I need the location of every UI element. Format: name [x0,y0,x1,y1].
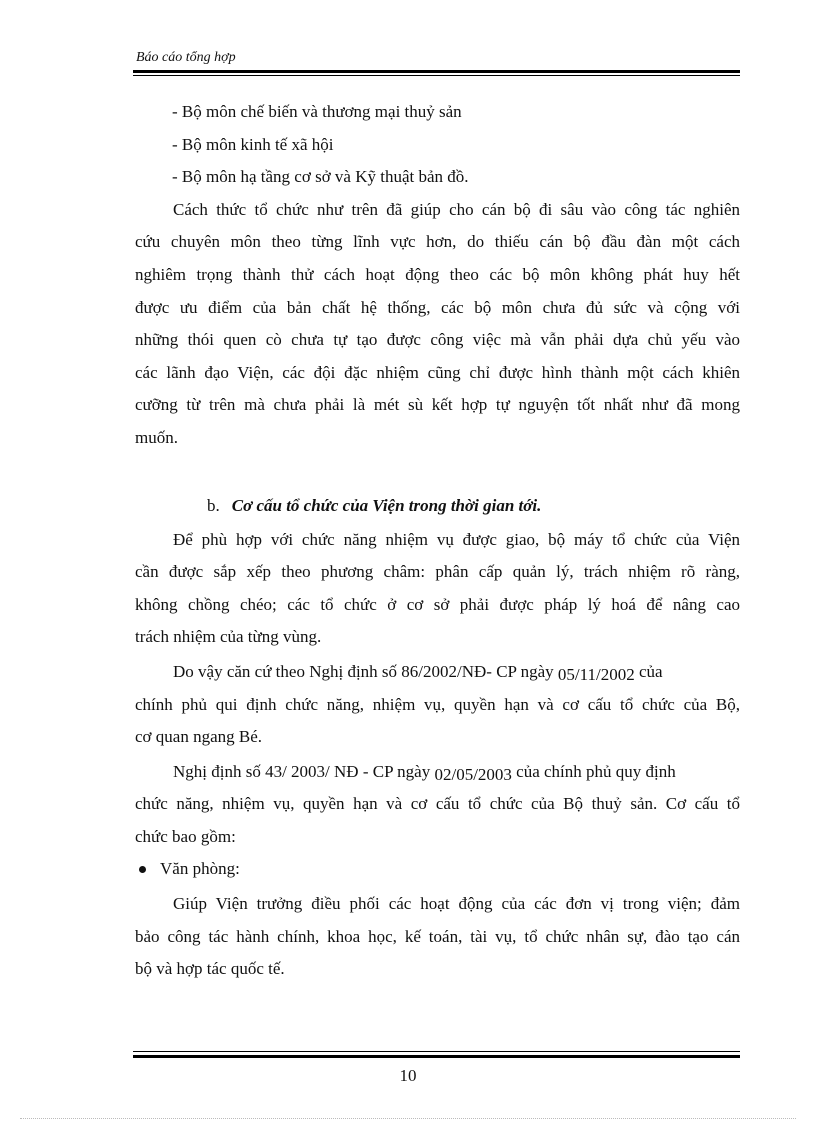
page-number: 10 [399,1066,417,1085]
paragraph-line: Giúp Viện trưởng điều phối các hoạt động của các đơn vị trong viện; đảm [173,894,740,914]
paragraph-office-duties [135,888,740,986]
bullet-dot-icon [139,866,146,873]
list-item: - Bộ môn kinh tế xã hội [172,134,334,154]
paragraph-line: những thói quen cò chưa tự tạo được công việc mà vẫn phải dựa chủ yếu vào [135,330,740,350]
footer-rule-thin [133,1051,740,1052]
footer-rule-thick [133,1055,740,1058]
paragraph-structure-principle [135,524,740,654]
paragraph-line: nghiêm trọng thành thử cách hoạt động theo các bộ môn không phát huy hết [135,264,740,284]
section-number: b. [207,495,220,515]
page-header-title: Báo cáo tổng hợp [136,50,236,65]
paragraph-line: cứu chuyên môn theo từng lĩnh vực hơn, do thiếu cán bộ đầu đàn một cách [135,232,740,252]
list-item: - Bộ môn chế biến và thương mại thuỷ sản [172,102,462,121]
paragraph-line: bộ và hợp tác quốc tế. [135,959,285,979]
paragraph-decree-43 [135,756,740,854]
page-body [135,96,740,986]
header-rule-thick [133,70,740,73]
paragraph-line: được ưu điểm của bản chất hệ thống, các bộ môn chưa đủ sức và cộng với [135,297,740,317]
paragraph-line: cơ quan ngang Bé. [135,727,263,747]
paragraph-line: Nghị định số 43/ 2003/ NĐ - CP ngày 02/05/2003 của chính phủ quy định [173,761,676,784]
section-title: Cơ cấu tổ chức của Viện trong thời gian tới. [231,495,542,515]
paragraph-line: không chồng chéo; các tổ chức ở cơ sở phải được pháp lý hoá để nâng cao [135,594,740,614]
paragraph-line: Để phù hợp với chức năng nhiệm vụ được giao, bộ máy tổ chức của Viện [173,529,740,549]
paragraph-organization-method [135,194,740,455]
paragraph-decree-86 [135,656,740,754]
paragraph-line: Do vậy căn cứ theo Nghị định số 86/2002/NĐ- CP ngày 05/11/2002 của [173,661,663,684]
paragraph-line: chức năng, nhiệm vụ, quyền hạn và cơ cấu tổ chức của Bộ thuỷ sản. Cơ cấu tổ [135,794,740,814]
section-heading [135,488,740,524]
paragraph-line: chính phủ qui định chức năng, nhiệm vụ, quyền hạn và cơ cấu tổ chức của Bộ, [135,694,740,714]
paragraph-line: chức bao gồm: [135,826,236,846]
paragraph-line: muốn. [135,427,178,447]
decree-date: 02/05/2003 [434,764,512,784]
header-rule-thin [133,75,740,76]
list-item: - Bộ môn hạ tầng cơ sở và Kỹ thuật bản đồ. [172,167,469,187]
decree-date: 05/11/2002 [557,664,635,684]
page-edge-dotted [20,1118,796,1119]
paragraph-line: cưỡng từ trên mà chưa phải là mét sù kết hợp tự nguyện tốt nhất như đã mong [135,395,740,415]
paragraph-line: trách nhiệm của từng vùng. [135,627,322,647]
paragraph-line: Cách thức tổ chức như trên đã giúp cho cán bộ đi sâu vào công tác nghiên [173,199,740,219]
paragraph-line: cần được sắp xếp theo phương châm: phân cấp quản lý, trách nhiệm rõ ràng, [135,562,740,582]
paragraph-line: bảo công tác hành chính, khoa học, kế toán, tài vụ, tổ chức nhân sự, đào tạo cán [135,926,740,946]
paragraph-line: các lãnh đạo Viện, các đội đặc nhiệm cũng chỉ được hình thành một cách khiên [135,362,740,382]
bullet-item: Văn phòng: [135,853,740,886]
